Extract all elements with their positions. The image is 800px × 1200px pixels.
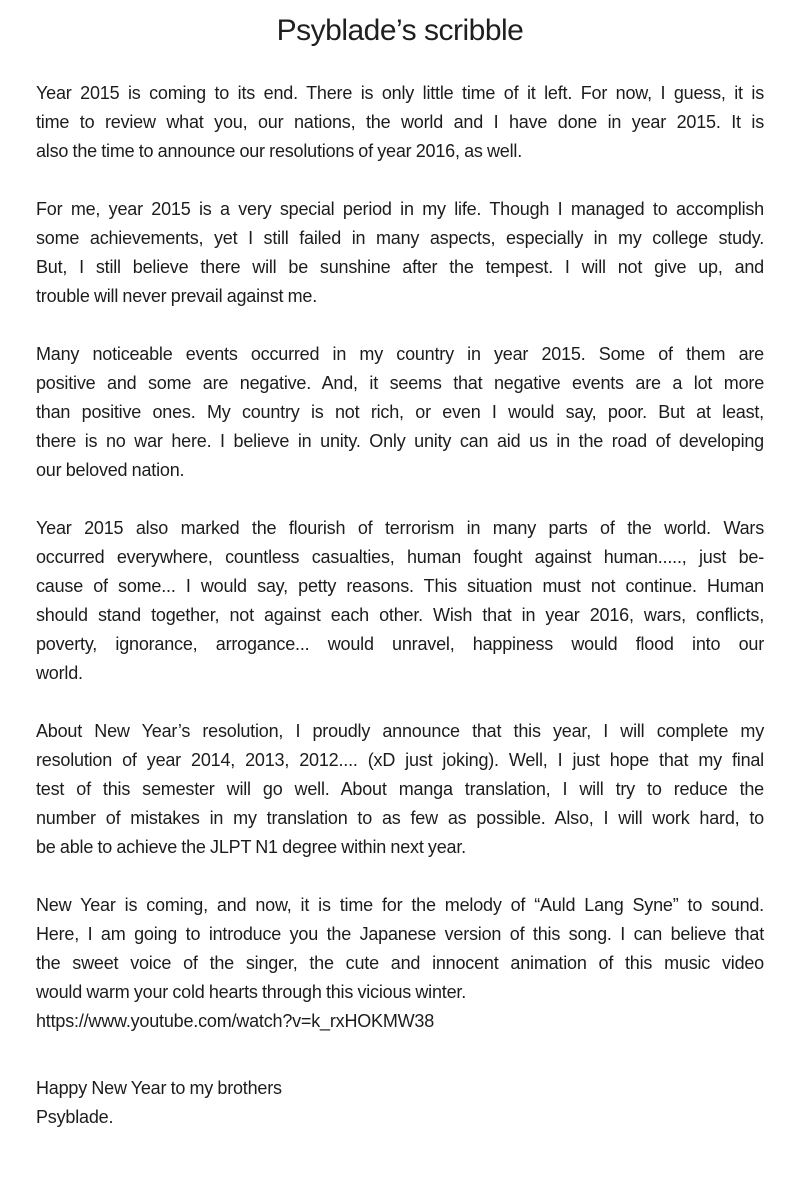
text-line: positive and some are negative. And, it seems that negative events are a lot more (36, 373, 764, 393)
text-line: resolution of year 2014, 2013, 2012.... (xD just joking). Well, I just hope that my final (36, 750, 764, 770)
text-line: number of mistakes in my translation to as few as possible. Also, I will work hard, to (36, 808, 764, 828)
text-line: But, I still believe there will be sunshine after the tempest. I will not give up, and (36, 257, 764, 277)
signature-block (36, 1074, 764, 1132)
text-line: world. (36, 663, 83, 683)
text-line: also the time to announce our resolutions of year 2016, as well. (36, 141, 522, 161)
text-line: Year 2015 also marked the flourish of terrorism in many parts of the world. Wars (36, 518, 764, 538)
text-line: Year 2015 is coming to its end. There is only little time of it left. For now, I guess, it is (36, 83, 764, 103)
text-line: New Year is coming, and now, it is time for the melody of “Auld Lang Syne” to sound. (36, 895, 764, 915)
text-line: be able to achieve the JLPT N1 degree within next year. (36, 837, 466, 857)
paragraph-resolutions (36, 717, 764, 862)
signature-greeting: Happy New Year to my brothers (36, 1078, 282, 1098)
signature-name: Psyblade. (36, 1107, 114, 1127)
text-line: our beloved nation. (36, 460, 185, 480)
text-line: About New Year’s resolution, I proudly announce that this year, I will complete my (36, 721, 764, 741)
paragraph-world-events (36, 514, 764, 688)
text-line: Many noticeable events occurred in my country in year 2015. Some of them are (36, 344, 764, 364)
text-line: trouble will never prevail against me. (36, 286, 318, 306)
text-line: there is no war here. I believe in unity. Only unity can aid us in the road of developing (36, 431, 764, 451)
paragraph-intro (36, 79, 764, 166)
paragraph-personal-review (36, 195, 764, 311)
text-line: occurred everywhere, countless casualties, human fought against human....., just be- (36, 547, 764, 567)
text-line: test of this semester will go well. About manga translation, I will try to reduce the (36, 779, 764, 799)
text-line: cause of some... I would say, petty reasons. This situation must not continue. Human (36, 576, 764, 596)
page-title: Psyblade’s scribble (276, 14, 524, 47)
text-line: the sweet voice of the singer, the cute and innocent animation of this music video (36, 953, 764, 973)
youtube-url-text: https://www.youtube.com/watch?v=k_rxHOKMW38 (36, 1011, 435, 1031)
text-line: time to review what you, our nations, the world and I have done in year 2015. It is (36, 112, 764, 132)
text-line: For me, year 2015 is a very special period in my life. Though I managed to accomplish (36, 199, 764, 219)
text-line: poverty, ignorance, arrogance... would unravel, happiness would flood into our (36, 634, 764, 654)
paragraph-new-year-song (36, 891, 764, 1036)
text-line: should stand together, not against each other. Wish that in year 2016, wars, conflicts, (36, 605, 764, 625)
text-line: Here, I am going to introduce you the Japanese version of this song. I can believe that (36, 924, 764, 944)
paragraph-country-events (36, 340, 764, 485)
text-line: some achievements, yet I still failed in many aspects, especially in my college study. (36, 228, 764, 248)
text-line: would warm your cold hearts through this vicious winter. (36, 982, 467, 1002)
text-line: than positive ones. My country is not rich, or even I would say, poor. But at least, (36, 402, 764, 422)
